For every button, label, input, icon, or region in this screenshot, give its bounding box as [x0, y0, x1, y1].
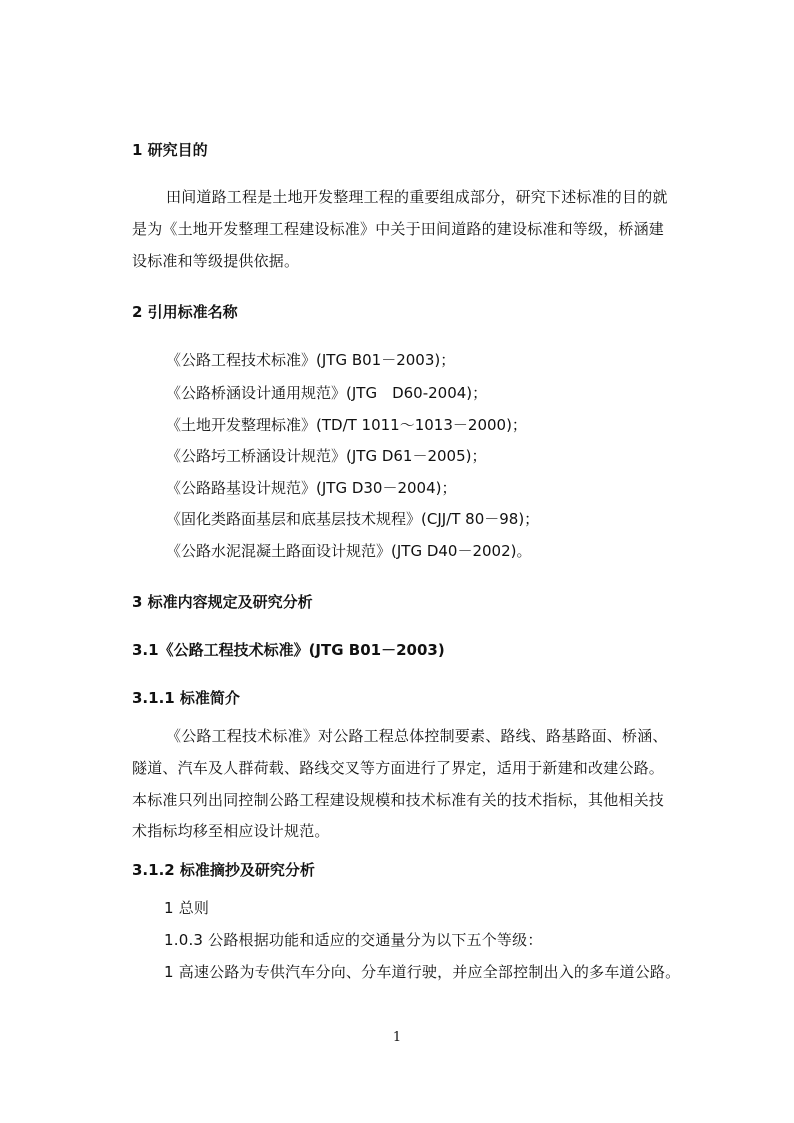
- section-3-1-1-paragraph-line: 《公路工程技术标准》对公路工程总体控制要素、路线、路基路面、桥涵、: [166, 727, 668, 745]
- section-3-1-2-heading: 3.1.2 标准摘抄及研究分析: [132, 861, 315, 879]
- section-3-1-1-paragraph-line: 本标准只列出同控制公路工程建设规模和技术标准有关的技术指标，其他相关技: [132, 791, 665, 809]
- section-3-1-1-paragraph-line: 隧道、汽车及人群荷载、路线交叉等方面进行了界定，适用于新建和改建公路。: [132, 759, 665, 777]
- section-3-1-2-line: 1 总则: [164, 899, 210, 917]
- section-3-heading: 3 标准内容规定及研究分析: [132, 593, 313, 611]
- page-number: 1: [392, 1030, 402, 1045]
- reference-item: 《公路水泥混凝土路面设计规范》(JTG D40－2002)。: [166, 542, 532, 560]
- section-3-1-1-paragraph-line: 术指标均移至相应设计规范。: [132, 822, 330, 840]
- section-3-1-heading: 3.1《公路工程技术标准》(JTG B01－2003): [132, 641, 445, 659]
- reference-item: 《公路工程技术标准》(JTG B01－2003)；: [166, 351, 456, 369]
- section-1-paragraph-line: 田间道路工程是土地开发整理工程的重要组成部分，研究下述标准的目的就: [166, 188, 668, 206]
- reference-item: 《固化类路面基层和底基层技术规程》(CJJ/T 80－98)；: [166, 510, 540, 528]
- section-3-1-1-heading: 3.1.1 标准简介: [132, 689, 240, 707]
- section-1-paragraph-line: 是为《土地开发整理工程建设标准》中关于田间道路的建设标准和等级，桥涵建: [132, 220, 665, 238]
- reference-item: 《公路路基设计规范》(JTG D30－2004)；: [166, 479, 457, 497]
- section-1-heading: 1 研究目的: [132, 141, 208, 159]
- reference-item: 《公路圬工桥涵设计规范》(JTG D61－2005)；: [166, 447, 487, 465]
- section-2-heading: 2 引用标准名称: [132, 303, 238, 321]
- section-3-1-2-line: 1 高速公路为专供汽车分向、分车道行驶，并应全部控制出入的多车道公路。: [164, 963, 681, 981]
- reference-item: 《土地开发整理标准》(TD/T 1011～1013－2000)；: [166, 416, 527, 434]
- reference-item: 《公路桥涵设计通用规范》(JTG D60-2004)；: [166, 384, 488, 402]
- section-3-1-2-line: 1.0.3 公路根据功能和适应的交通量分为以下五个等级：: [164, 931, 543, 949]
- section-1-paragraph-line: 设标准和等级提供依据。: [132, 252, 300, 270]
